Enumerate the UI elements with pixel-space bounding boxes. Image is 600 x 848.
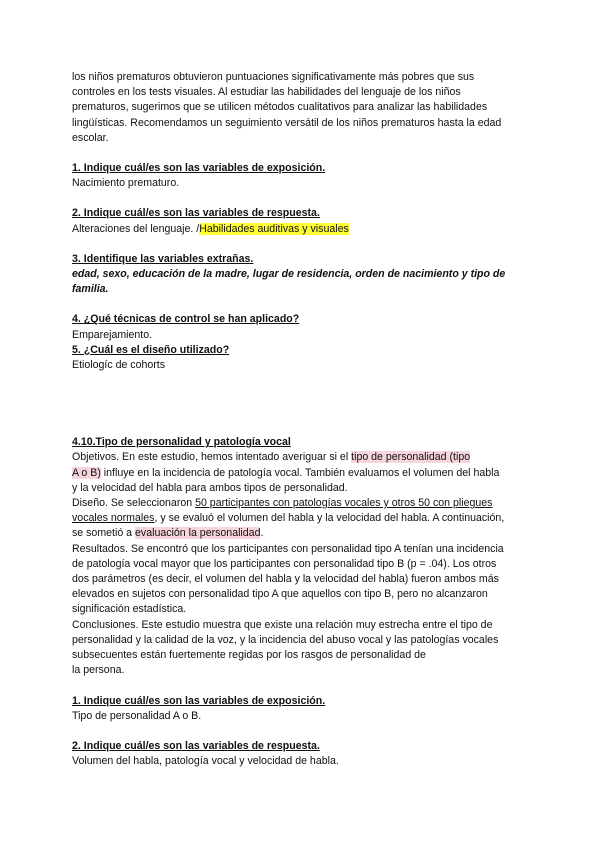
text-span: Diseño. Se seleccionaron — [72, 497, 196, 510]
text-line: personalidad y la calidad de la voz, y la incidencia del abuso vocal y las patologías vocales — [72, 633, 499, 646]
text-span: Objetivos. En este estudio, hemos intentado averiguar si el — [72, 451, 352, 464]
text-line: y la velocidad del habla para ambos tipos de personalidad. — [72, 481, 348, 494]
highlighted-text: evaluación la personalidad — [135, 527, 261, 540]
text-line: elevados en sujetos con personalidad tipo A que aquellos con tipo B, pero no alcanzaron — [72, 588, 488, 601]
intro-line: escolar. — [72, 131, 109, 144]
underlined-text: vocales normales — [72, 512, 155, 525]
intro-line: controles en los tests visuales. Al estudiar las habilidades del lenguaje de los niños — [72, 86, 461, 99]
answer-response — [72, 222, 528, 237]
answer-exposure: Nacimiento prematuro. — [72, 177, 180, 190]
text-line: significación estadística. — [72, 603, 187, 616]
text-line: de patología vocal mayor que los participantes con personalidad tipo B (p = .04). Los otros — [72, 557, 497, 570]
answer-response-2: Volumen del habla, patología vocal y velocidad de habla. — [72, 755, 339, 768]
question-response-2: 2. Indique cuál/es son las variables de respuesta. — [72, 739, 320, 752]
highlighted-text: A o B) — [72, 466, 101, 479]
document-page — [72, 70, 528, 769]
design-paragraph — [72, 496, 528, 542]
text-span: . — [260, 527, 264, 540]
highlighted-text: tipo de personalidad (tipo — [351, 451, 471, 464]
text-span: se sometió a — [72, 527, 136, 540]
text-span: , y se evaluó el volumen del habla y la velocidad del habla. A continuación, — [154, 512, 505, 525]
highlighted-text: Habilidades auditivas y visuales — [199, 222, 349, 235]
answer-design: Etiologíc de cohorts — [72, 359, 166, 372]
conclusions-paragraph — [72, 618, 528, 679]
intro-paragraph — [72, 70, 528, 146]
question-design: 5. ¿Cuál es el diseño utilizado? — [72, 343, 230, 356]
text-line: la persona. — [72, 664, 125, 677]
question-exposure: 1. Indique cuál/es son las variables de exposición. — [72, 162, 326, 175]
results-paragraph — [72, 542, 528, 618]
answer-extraneous: edad, sexo, educación de la madre, lugar de residencia, orden de nacimiento y tipo de — [72, 268, 506, 281]
answer-extraneous: familia. — [72, 283, 109, 296]
section-title: 4.10.Tipo de personalidad y patología vocal — [72, 436, 291, 449]
text-line: Resultados. Se encontró que los participantes con personalidad tipo A tenían una incidencia — [72, 542, 504, 555]
intro-line: prematuros, sugerimos que se utilicen métodos cualitativos para analizar las habilidades — [72, 101, 488, 114]
intro-line: lingüísticas. Recomendamos un seguimiento versátil de los niños prematuros hasta la edad — [72, 116, 502, 129]
answer-response-text: Alteraciones del lenguaje. / — [72, 222, 200, 235]
objectives-paragraph — [72, 450, 528, 496]
intro-line: los niños prematuros obtuvieron puntuaciones significativamente más pobres que sus — [72, 71, 475, 83]
underlined-text: 50 participantes con patologías vocales y otros 50 con pliegues — [195, 497, 493, 510]
question-extraneous: 3. Identifique las variables extrañas. — [72, 252, 254, 265]
answer-control: Emparejamiento. — [72, 328, 153, 341]
answer-exposure-2: Tipo de personalidad A o B. — [72, 709, 202, 722]
question-control: 4. ¿Qué técnicas de control se han aplicado? — [72, 313, 300, 326]
question-response: 2. Indique cuál/es son las variables de respuesta. — [72, 207, 320, 220]
text-span: influye en la incidencia de patología vocal. También evaluamos el volumen del habla — [100, 466, 500, 479]
text-line: Conclusiones. Este estudio muestra que existe una relación muy estrecha entre el tipo de — [72, 618, 493, 631]
text-line: subsecuentes están fuertemente regidas por los rasgos de personalidad de — [72, 649, 426, 662]
text-line: dos parámetros (es decir, el volumen del habla y la velocidad del habla) fueron ambos más — [72, 573, 499, 586]
question-exposure-2: 1. Indique cuál/es son las variables de exposición. — [72, 694, 326, 707]
